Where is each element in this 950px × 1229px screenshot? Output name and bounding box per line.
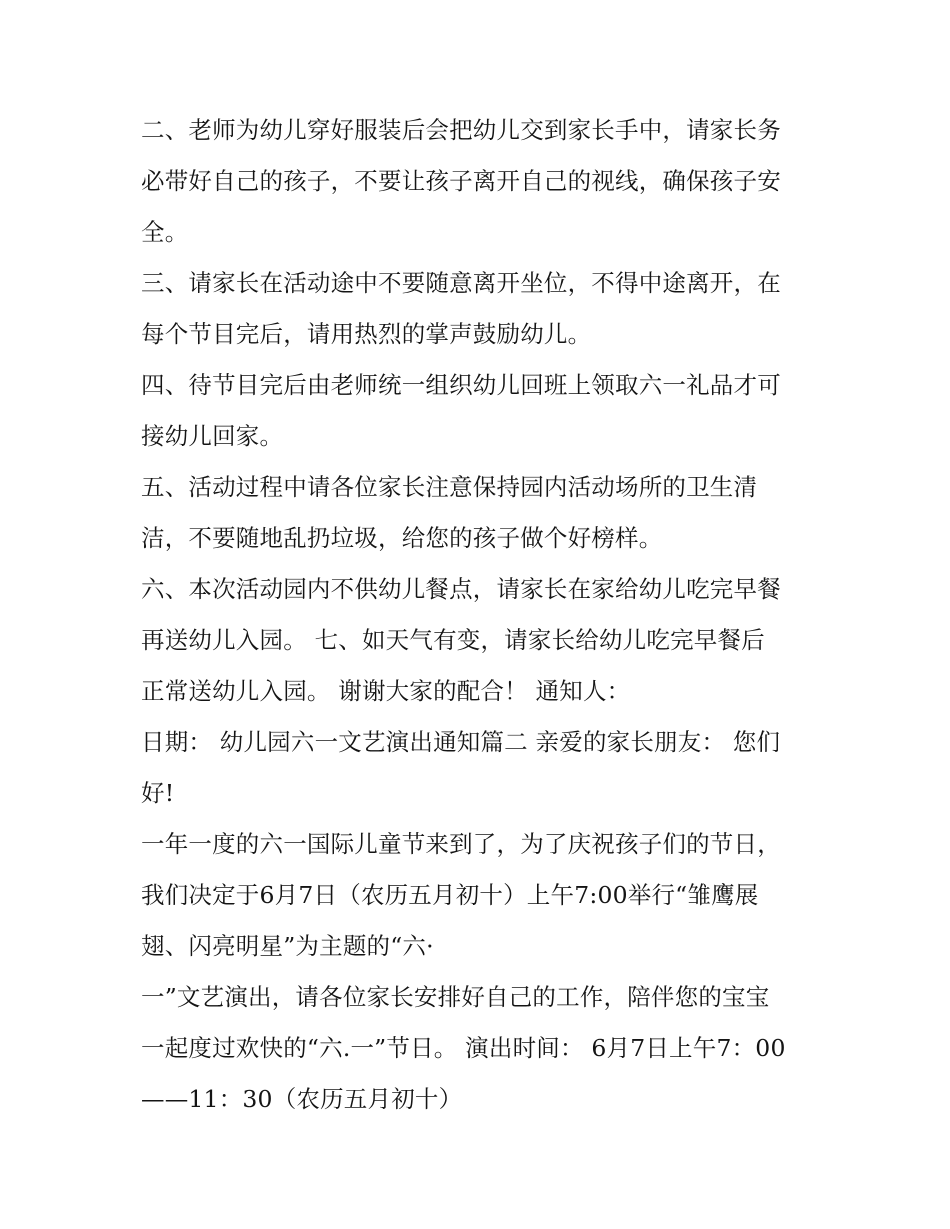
text-line: 三、请家长在活动途中不要随意离开坐位，不得中途离开，在 [141,269,781,297]
text-line: 全。 [141,218,189,246]
document-body [141,105,821,1125]
text-line: 正常送幼儿入园。 谢谢大家的配合！ 通知人： [141,677,631,705]
text-line: 洁，不要随地乱扔垃圾，给您的孩子做个好榜样。 [141,524,663,552]
text-line: 我们决定于6月7日（农历五月初十）上午7:00举行“雏鹰展 [141,881,759,909]
text-line: 一年一度的六一国际儿童节来到了，为了庆祝孩子们的节日， [141,830,781,858]
text-line: 接幼儿回家。 [141,422,284,450]
text-line: 二、老师为幼儿穿好服装后会把幼儿交到家长手中，请家长务 [141,116,781,144]
text-line: 好! [141,779,175,807]
text-line: 日期： 幼儿园六一文艺演出通知篇二 亲爱的家长朋友： 您们 [141,728,781,756]
text-line: 四、待节目完后由老师统一组织幼儿回班上领取六一礼品才可 [141,371,781,399]
text-line: 六、本次活动园内不供幼儿餐点，请家长在家给幼儿吃完早餐 [141,575,781,603]
text-line: 必带好自己的孩子，不要让孩子离开自己的视线，确保孩子安 [141,167,781,195]
text-line: 再送幼儿入园。 七、如天气有变，请家长给幼儿吃完早餐后 [141,626,765,654]
text-line: 一起度过欢快的“六.一”节日。 演出时间： 6月7日上午7：00 [141,1034,786,1062]
text-line: 一”文艺演出，请各位家长安排好自己的工作，陪伴您的宝宝 [141,983,770,1011]
text-line: 五、活动过程中请各位家长注意保持园内活动场所的卫生清 [141,473,758,501]
text-line: 翅、闪亮明星”为主题的“六· [141,932,434,960]
text-line: ——11：30（农历五月初十） [141,1085,463,1113]
text-line: 每个节目完后，请用热烈的掌声鼓励幼儿。 [141,320,592,348]
